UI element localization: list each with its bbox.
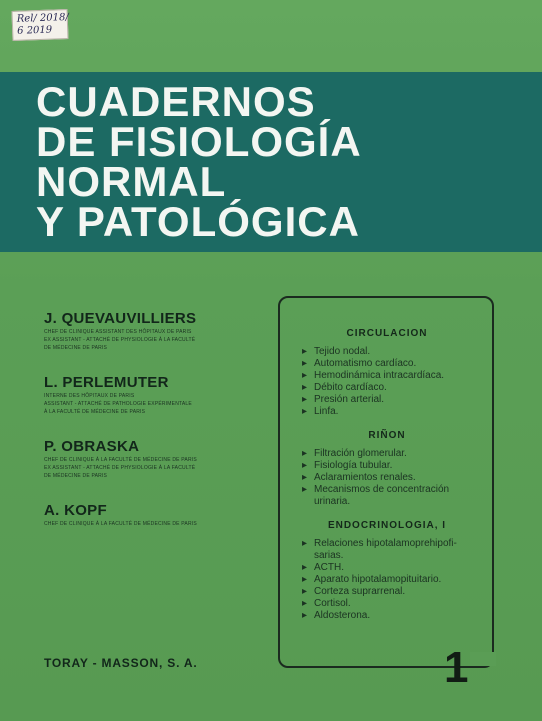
author-block <box>44 310 264 352</box>
box-border-notch <box>470 652 496 666</box>
author-credential: CHEF DE CLINIQUE À LA FACULTÉ DE MÉDECINE DE PARIS <box>44 457 197 463</box>
author-credential: CHEF DE CLINIQUE À LA FACULTÉ DE MÉDECINE DE PARIS <box>44 521 197 527</box>
author-block <box>44 502 264 528</box>
author-credential: CHEF DE CLINIQUE ASSISTANT DES HÔPITAUX DE PARIS <box>44 329 192 335</box>
book-title <box>36 78 362 245</box>
library-sticker <box>11 9 68 41</box>
contents-item: ▸ Débito cardíaco. <box>302 382 482 394</box>
contents-item: ▸ Aldosterona. <box>302 610 482 622</box>
contents-item: ▸ Filtración glomerular. <box>302 448 482 460</box>
volume-number: 1 <box>444 643 469 692</box>
title-line: NORMAL <box>36 158 227 205</box>
section-title: RIÑON <box>368 430 406 441</box>
author-credential: ASSISTANT - ATTACHÉ DE PATHOLOGIE EXPÉRIMENTALE <box>44 401 192 407</box>
contents-section <box>302 520 482 622</box>
section-title: ENDOCRINOLOGIA, I <box>327 520 447 531</box>
contents-item: ▸ Tejido nodal. <box>302 346 482 358</box>
contents-item: ▸ Mecanismos de concentración urinaria. <box>302 484 482 508</box>
contents-item: ▸ ACTH. <box>302 562 482 574</box>
sticker-line-1: Rel/ 2018/ <box>16 11 69 25</box>
author-name: A. KOPF <box>44 502 107 519</box>
author-list <box>44 310 264 550</box>
author-block <box>44 374 264 416</box>
author-credential: EX ASSISTANT - ATTACHÉ DE PHYSIOLOGIE À LA FACULTÉ <box>44 337 196 343</box>
title-line: DE FISIOLOGÍA <box>36 118 362 165</box>
author-credential: DE MÉDECINE DE PARIS <box>44 345 108 351</box>
author-credential: INTERNE DES HÔPITAUX DE PARIS <box>44 393 135 399</box>
author-credential: EX ASSISTANT - ATTACHÉ DE PHYSIOLOGIE À LA FACULTÉ <box>44 465 196 471</box>
contents-item: ▸ Presión arterial. <box>302 394 482 406</box>
author-credential: À LA FACULTÉ DE MÉDECINE DE PARIS <box>44 409 146 415</box>
section-title: CIRCULACION <box>346 328 428 339</box>
contents-item: ▸ Relaciones hipotalamoprehipofi-sarias. <box>302 538 482 562</box>
publisher-name: TORAY - MASSON, S. A. <box>44 656 198 670</box>
title-line: Y PATOLÓGICA <box>36 198 360 245</box>
contents-item: ▸ Automatismo cardíaco. <box>302 358 482 370</box>
contents-item: ▸ Linfa. <box>302 406 482 418</box>
author-name: L. PERLEMUTER <box>44 374 169 391</box>
title-line: CUADERNOS <box>36 78 316 125</box>
contents-item: ▸ Aclaramientos renales. <box>302 472 482 484</box>
contents-item: ▸ Fisiología tubular. <box>302 460 482 472</box>
author-name: P. OBRASKA <box>44 438 140 455</box>
contents-item: ▸ Aparato hipotalamopituitario. <box>302 574 482 586</box>
contents-item: ▸ Corteza suprarrenal. <box>302 586 482 598</box>
contents-section <box>302 430 482 508</box>
author-block <box>44 438 264 480</box>
contents-box <box>278 296 494 668</box>
author-credential: DE MÉDECINE DE PARIS <box>44 473 108 479</box>
contents-item: ▸ Cortisol. <box>302 598 482 610</box>
sticker-line-2: 6 2019 <box>17 24 53 37</box>
author-name: J. QUEVAUVILLIERS <box>44 310 197 327</box>
contents-section <box>302 328 482 418</box>
contents-item: ▸ Hemodinámica intracardíaca. <box>302 370 482 382</box>
